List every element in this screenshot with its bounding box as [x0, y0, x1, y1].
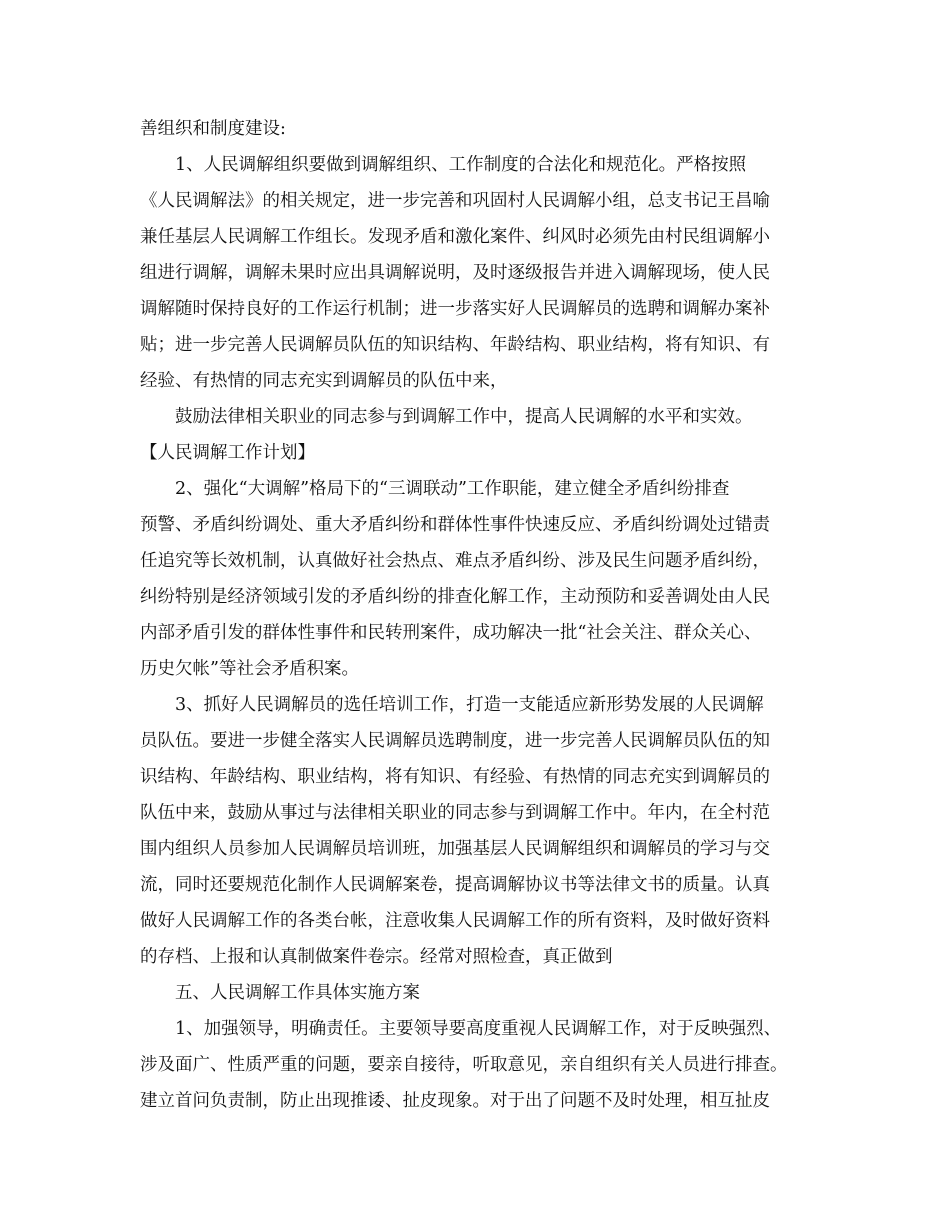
text-line: 流，同时还要规范化制作人民调解案卷，提高调解协议书等法律文书的质量。认真	[140, 875, 770, 895]
text-line: 围内组织人员参加人民调解员培训班，加强基层人民调解组织和调解员的学习与交	[140, 839, 770, 859]
section-heading: 【人民调解工作计划】	[140, 443, 315, 463]
text-line: 做好人民调解工作的各类台帐，注意收集人民调解工作的所有资料，及时做好资料	[140, 911, 770, 931]
text-line: 贴；进一步完善人民调解员队伍的知识结构、年龄结构、职业结构，将有知识、有	[140, 335, 770, 355]
text-line: 1、加强领导，明确责任。主要领导要高度重视人民调解工作，对于反映强烈、	[175, 1019, 782, 1039]
text-line: 兼任基层人民调解工作组长。发现矛盾和激化案件、纠风时必须先由村民组调解小	[140, 227, 770, 247]
text-line: 调解随时保持良好的工作运行机制；进一步落实好人民调解员的选聘和调解办案补	[140, 299, 770, 319]
text-line: 《人民调解法》的相关规定，进一步完善和巩固村人民调解小组，总支书记王昌喻	[140, 191, 770, 211]
text-line: 历史欠帐”等社会矛盾积案。	[140, 659, 359, 679]
text-line: 组进行调解，调解未果时应出具调解说明，及时逐级报告并进入调解现场，使人民	[140, 263, 770, 283]
text-line: 鼓励法律相关职业的同志参与到调解工作中，提高人民调解的水平和实效。	[175, 407, 753, 427]
text-line: 3、抓好人民调解员的选任培训工作，打造一支能适应新形势发展的人民调解	[175, 695, 764, 715]
text-line: 善组织和制度建设:	[140, 119, 286, 139]
text-line: 的存档、上报和认真制做案件卷宗。经常对照检查，真正做到	[140, 947, 613, 967]
text-line: 队伍中来，鼓励从事过与法律相关职业的同志参与到调解工作中。年内，在全村范	[140, 803, 770, 823]
text-line: 2、强化“大调解”格局下的“三调联动”工作职能，建立健全矛盾纠纷排查	[175, 479, 730, 499]
text-line: 纠纷特别是经济领域引发的矛盾纠纷的排查化解工作，主动预防和妥善调处由人民	[140, 587, 770, 607]
text-line: 涉及面广、性质严重的问题，要亲自接待，听取意见，亲自组织有关人员进行排查。	[140, 1055, 788, 1075]
text-line: 1、人民调解组织要做到调解组织、工作制度的合法化和规范化。严格按照	[175, 155, 747, 175]
text-line: 建立首问负责制，防止出现推诿、扯皮现象。对于出了问题不及时处理，相互扯皮	[140, 1091, 770, 1111]
text-line: 任追究等长效机制，认真做好社会热点、难点矛盾纠纷、涉及民生问题矛盾纠纷，	[140, 551, 770, 571]
text-line: 员队伍。要进一步健全落实人民调解员选聘制度，进一步完善人民调解员队伍的知	[140, 731, 770, 751]
text-line: 识结构、年龄结构、职业结构，将有知识、有经验、有热情的同志充实到调解员的	[140, 767, 770, 787]
text-line: 内部矛盾引发的群体性事件和民转刑案件，成功解决一批“社会关注、群众关心、	[140, 623, 762, 643]
text-line: 预警、矛盾纠纷调处、重大矛盾纠纷和群体性事件快速反应、矛盾纠纷调处过错责	[140, 515, 770, 535]
text-line: 经验、有热情的同志充实到调解员的队伍中来，	[140, 371, 508, 391]
section-heading: 五、人民调解工作具体实施方案	[175, 983, 420, 1003]
